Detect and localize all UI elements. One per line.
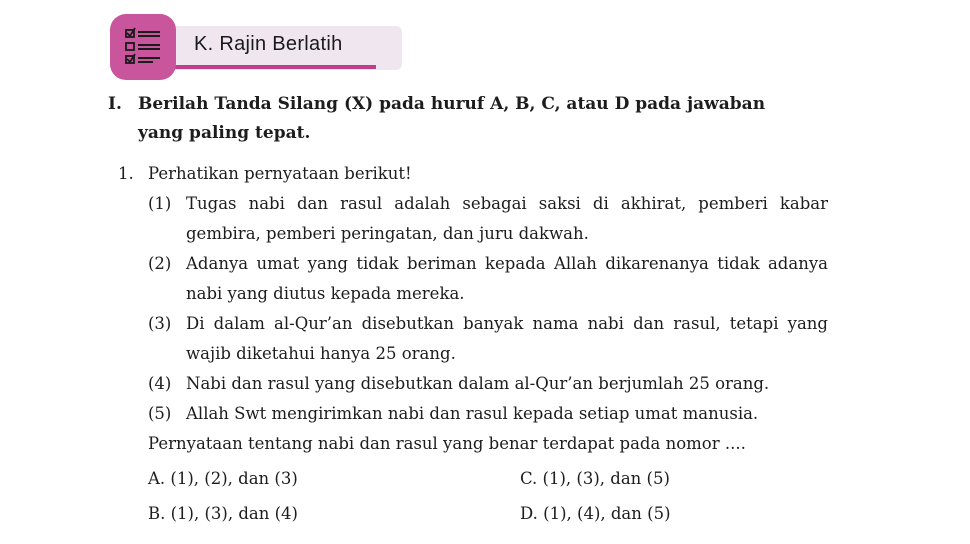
option-b[interactable] bbox=[148, 496, 520, 531]
option-d[interactable] bbox=[520, 496, 820, 531]
question-conclusion: Pernyataan tentang nabi dan rasul yang benar terdapat pada nomor .... bbox=[148, 434, 746, 453]
statement-text: Nabi dan rasul yang disebutkan dalam al-Qur’an berjumlah 25 orang. bbox=[186, 374, 770, 393]
option-a[interactable] bbox=[148, 461, 520, 496]
question-1 bbox=[118, 159, 828, 531]
option-label: B. bbox=[148, 504, 166, 523]
statement-number: (4) bbox=[148, 374, 172, 393]
option-label: D. bbox=[520, 504, 538, 523]
statement-text: Di dalam al-Qur’an disebutkan banyak nama nabi dan rasul, tetapi yang wajib diketahui hanya 25 orang. bbox=[186, 314, 828, 363]
option-c[interactable] bbox=[520, 461, 820, 496]
option-label: C. bbox=[520, 469, 538, 488]
checklist-icon bbox=[123, 26, 163, 68]
instruction-line1: Berilah Tanda Silang (X) pada huruf A, B, C, atau D pada jawaban bbox=[138, 94, 766, 114]
statement-item bbox=[148, 249, 828, 309]
option-text: (1), (3), dan (5) bbox=[542, 469, 670, 488]
instruction bbox=[108, 90, 828, 148]
question-number: 1. bbox=[118, 164, 134, 183]
question-prompt: Perhatikan pernyataan berikut! bbox=[148, 164, 412, 183]
statement-number: (5) bbox=[148, 404, 172, 423]
answer-options bbox=[148, 461, 828, 531]
statement-number: (2) bbox=[148, 254, 172, 273]
statement-list bbox=[148, 189, 828, 429]
statement-number: (1) bbox=[148, 194, 172, 213]
option-text: (1), (2), dan (3) bbox=[170, 469, 298, 488]
instruction-number: I. bbox=[108, 94, 122, 114]
option-label: A. bbox=[148, 469, 166, 488]
statement-text: Adanya umat yang tidak beriman kepada Allah dikarenanya tidak adanya nabi yang diutus kepada mereka. bbox=[186, 254, 828, 303]
statement-item bbox=[148, 309, 828, 369]
statement-item bbox=[148, 189, 828, 249]
statement-text: Allah Swt mengirimkan nabi dan rasul kepada setiap umat manusia. bbox=[186, 404, 759, 423]
section-badge bbox=[110, 14, 176, 80]
section-title: K. Rajin Berlatih bbox=[194, 33, 343, 55]
section-header-underline bbox=[170, 65, 376, 69]
statement-text: Tugas nabi dan rasul adalah sebagai saksi di akhirat, pemberi kabar gembira, pemberi peringatan, dan juru dakwah. bbox=[186, 194, 828, 243]
statement-number: (3) bbox=[148, 314, 172, 333]
option-text: (1), (3), dan (4) bbox=[170, 504, 298, 523]
option-text: (1), (4), dan (5) bbox=[543, 504, 671, 523]
statement-item bbox=[148, 369, 828, 399]
statement-item bbox=[148, 399, 828, 429]
instruction-line2: yang paling tepat. bbox=[138, 123, 311, 143]
